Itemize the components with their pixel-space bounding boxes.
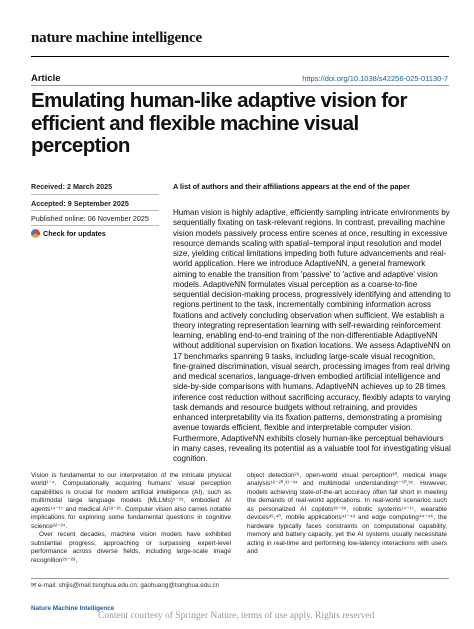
- body-column-right: [247, 472, 447, 557]
- email-contact[interactable]: [31, 582, 219, 589]
- check-updates-button[interactable]: [31, 229, 106, 238]
- body-column-left: [31, 472, 231, 565]
- journal-name: nature machine intelligence: [31, 30, 202, 46]
- divider: [31, 210, 159, 211]
- footnote-rule: [31, 578, 449, 579]
- title-rule: [31, 85, 449, 86]
- footer-journal: Nature Machine Intelligence: [31, 605, 115, 612]
- divider: [31, 225, 159, 226]
- header-rule: [31, 56, 449, 57]
- received-date: Received: 2 March 2025: [31, 182, 113, 191]
- accepted-date: Accepted: 9 September 2025: [31, 199, 129, 208]
- body-paragraph: object detection²⁹, open-world visual perception³⁰, medical image analysis¹⁸⁻²⁰,³¹⁻³⁴ and multimodal understanding⁵⁻¹⁰,³⁵. However, models achieving state-of-the-art accuracy often fall short in meeting the demands of real-world applications. In real-world scenarios such as personalized AI copilots³⁶⁻³⁸, robotic systems¹⁴⁻¹⁷, wearable devices³⁹,⁴⁰, mobile applications⁴¹⁻⁴³ and edge computing⁴⁴⁻⁴⁶, the hardware typically faces constraints on computational capability, memory and battery capacity, yet the AI systems usually necessitate acting in real-time and performing low-latency interactions with users and: [247, 472, 447, 556]
- divider: [31, 194, 159, 195]
- body-paragraph: Vision is fundamental to our interpretation of the intricate physical world¹⁻⁴. Computationally acquiring humans' visual perception capabilities is crucial for modern artificial intelligence (AI), such as multimodal large language models (MLLMs)⁵⁻¹³, embodied AI agents¹⁴⁻¹⁷ and medical AI¹⁸⁻²¹. Computer vision also carries notable implications for exploring some fundamental questions in cognitive science²²⁻²⁴.: [31, 472, 231, 530]
- article-title: Emulating human-like adaptive vision for efficient and flexible machine visual perception: [31, 89, 407, 157]
- check-updates-label: Check for updates: [43, 229, 106, 238]
- authors-note: A list of authors and their affiliations appears at the end of the paper: [173, 182, 410, 191]
- mail-icon: ✉: [31, 582, 37, 589]
- crossmark-icon: [31, 229, 40, 238]
- watermark: Content courtesy of Springer Nature, terms of use apply. Rights reserved: [98, 611, 375, 621]
- abstract: Human vision is highly adaptive, efficiently sampling intricate environments by sequentially fixating on task-relevant regions. In contrast, prevailing machine vision models passively process entire scenes at once, resulting in excessive resource demands scaling with spatial–temporal input resolution and model size, yielding critical limitations impeding both future advancements and real-world application. Here we introduce AdaptiveNN, a general framework aiming to enable the transition from 'passive' to 'active and adaptive' vision models. AdaptiveNN formulates visual perception as a coarse-to-fine sequential decision-making process, progressively identifying and attending to regions pertinent to the task, incrementally combining information across fixations and actively concluding observation when sufficient. We establish a theory integrating representation learning with self-rewarding reinforcement learning, enabling end-to-end training of the non-differentiable AdaptiveNN without additional supervision on fixation locations. We assess AdaptiveNN on 17 benchmarks spanning 9 tasks, including large-scale visual recognition, fine-grained discrimination, visual search, processing images from real driving and medical scenarios, language-driven embodied artificial intelligence and side-by-side comparisons with humans. AdaptiveNN achieves up to 28 times inference cost reduction without sacrificing accuracy, flexibly adapts to varying task demands and resource budgets without retraining, and provides enhanced interpretability via its fixation patterns, demonstrating a promising avenue towards efficient, flexible and interpretable computer vision. Furthermore, AdaptiveNN exhibits closely human-like perceptual behaviours in many cases, revealing its potential as a valuable tool for investigating visual cognition.: [173, 208, 451, 463]
- doi-link[interactable]: https://doi.org/10.1038/s42256-025-01130-7: [302, 74, 448, 83]
- body-paragraph: Over recent decades, machine vision models have exhibited substantial progress, approaching or surpassing expert-level performance across diverse fields, including large-scale image recognition²⁵⁻²⁸,: [31, 531, 231, 564]
- email-text: e-mail: shijis@mail.tsinghua.edu.cn; gaohuang@tsinghua.edu.cn: [38, 582, 220, 589]
- published-date: Published online: 06 November 2025: [31, 214, 149, 223]
- article-type-label: Article: [31, 73, 61, 84]
